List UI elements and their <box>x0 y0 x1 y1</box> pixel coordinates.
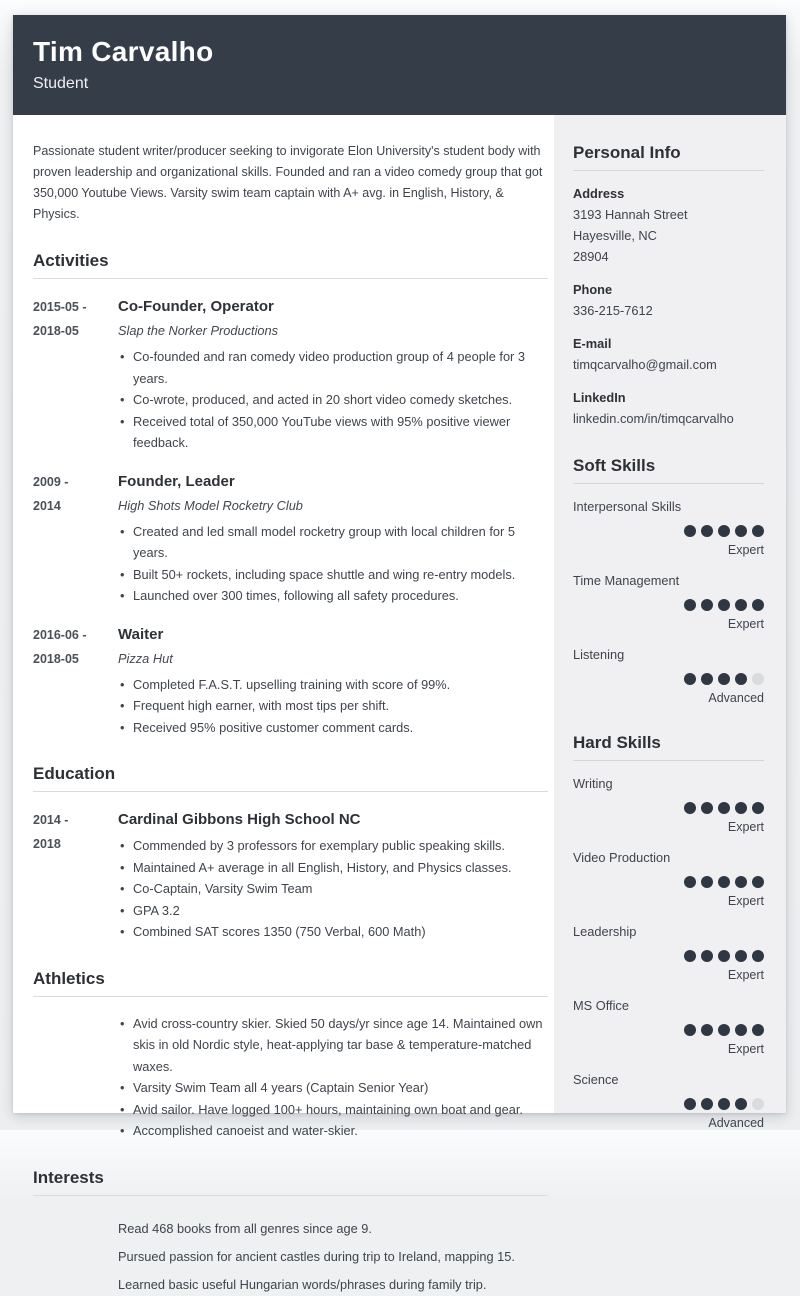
bullet-list <box>118 835 548 943</box>
entry-date-from: 2014 - <box>33 813 69 827</box>
skill-name: Listening <box>573 647 625 662</box>
bullet-item: • Co-Captain, Varsity Swim Team <box>118 878 548 900</box>
skill-dot-filled <box>735 1098 747 1110</box>
bullet-item: • Accomplished canoeist and water-skier. <box>118 1120 548 1142</box>
section-heading-hard-skills: Hard Skills <box>573 733 764 761</box>
skill-rating-dots <box>573 876 764 888</box>
skill-level-label: Expert <box>727 968 764 982</box>
skill-dot-filled <box>701 876 713 888</box>
entry-dates <box>33 295 118 454</box>
entry-content <box>118 1013 548 1142</box>
info-label: E-mail <box>573 336 612 351</box>
entry <box>33 808 548 943</box>
info-label: Address <box>573 186 625 201</box>
skill-dot-filled <box>718 673 730 685</box>
skill-dot-filled <box>701 1098 713 1110</box>
skill-level-label: Expert <box>727 894 764 908</box>
entry <box>33 1212 548 1296</box>
entry-dates <box>33 1212 118 1296</box>
bullet-item: • Created and led small model rocketry group with local children for 5 years. <box>118 521 548 564</box>
bullet-item: • GPA 3.2 <box>118 900 548 922</box>
skill-dot-filled <box>684 950 696 962</box>
skill-dot-filled <box>701 525 713 537</box>
section-heading-activities: Activities <box>33 251 548 279</box>
skill-name: Time Management <box>573 573 680 588</box>
skill-item <box>573 997 764 1057</box>
section-hard-skills <box>573 733 764 1131</box>
bullet-item: • Avid cross-country skier. Skied 50 days/yr since age 14. Maintained own skis in old Nordic style, heat-applying tar base & temperature-matched waxes. <box>118 1013 548 1078</box>
section-heading-personal-info: Personal Info <box>573 143 764 171</box>
entry-title: Founder, Leader <box>118 472 235 490</box>
bullet-list <box>118 521 548 607</box>
skill-dot-filled <box>684 1098 696 1110</box>
resume-header <box>13 15 786 115</box>
skill-item <box>573 849 764 909</box>
skill-dot-filled <box>701 950 713 962</box>
skill-dot-filled <box>701 802 713 814</box>
skill-dot-empty <box>752 1098 764 1110</box>
summary-text: Passionate student writer/producer seeking to invigorate Elon University's student body with proven leadership and organizational skills. Founded and ran a video comedy group that got 350,000 Youtube Views. Varsity swim team captain with A+ avg. in English, History, & Physics. <box>33 144 543 221</box>
skill-dot-filled <box>752 876 764 888</box>
skill-dot-filled <box>684 876 696 888</box>
bullet-list <box>118 1013 548 1142</box>
bullet-item: • Received 95% positive customer comment cards. <box>118 717 548 739</box>
entry-title: Waiter <box>118 625 164 643</box>
bullet-item: • Frequent high earner, with most tips per shift. <box>118 695 548 717</box>
main-column <box>13 115 554 1292</box>
section-heading-soft-skills: Soft Skills <box>573 456 764 484</box>
section-athletics <box>33 969 548 1142</box>
entry-content <box>118 470 548 607</box>
skill-item <box>573 646 764 706</box>
resume-page <box>13 15 786 1292</box>
info-group <box>573 387 764 429</box>
skill-rating-dots <box>573 950 764 962</box>
entry-content <box>118 808 548 943</box>
bullet-item: • Avid sailor. Have logged 100+ hours, maintaining own boat and gear. <box>118 1099 548 1121</box>
info-group <box>573 183 764 267</box>
bullet-item: • Combined SAT scores 1350 (750 Verbal, 600 Math) <box>118 921 548 943</box>
section-personal-info <box>573 143 764 429</box>
skill-rating-dots <box>573 599 764 611</box>
info-group <box>573 333 764 375</box>
bullet-list <box>118 674 548 739</box>
skill-level-label: Advanced <box>708 691 764 705</box>
skill-dot-filled <box>684 1024 696 1036</box>
interest-line: Learned basic useful Hungarian words/phrases during family trip. <box>118 1276 487 1292</box>
skill-dot-filled <box>752 1024 764 1036</box>
skill-item <box>573 498 764 558</box>
skill-dot-filled <box>735 673 747 685</box>
bullet-item: • Varsity Swim Team all 4 years (Captain Senior Year) <box>118 1077 548 1099</box>
section-activities <box>33 251 548 738</box>
skill-dot-filled <box>701 673 713 685</box>
skill-name: Video Production <box>573 850 671 865</box>
skill-rating-dots <box>573 1098 764 1110</box>
entry-content <box>118 1212 548 1296</box>
entry <box>33 623 548 739</box>
candidate-name: Tim Carvalho <box>33 36 214 67</box>
entry-dates <box>33 470 118 607</box>
skill-name: Science <box>573 1072 619 1087</box>
skill-dot-filled <box>718 1024 730 1036</box>
entry-title: Co-Founder, Operator <box>118 298 274 315</box>
interest-line: Read 468 books from all genres since age 9. <box>118 1220 372 1236</box>
skill-dot-empty <box>752 673 764 685</box>
sidebar <box>554 115 786 1130</box>
entry-subtitle: Slap the Norker Productions <box>118 323 279 338</box>
bullet-item: • Co-founded and ran comedy video production group of 4 people for 3 years. <box>118 346 548 389</box>
main-sections <box>33 251 548 1296</box>
skill-dot-filled <box>752 802 764 814</box>
bullet-item: • Launched over 300 times, following all safety procedures. <box>118 585 548 607</box>
entry-date-from: 2015-05 - <box>33 300 87 314</box>
skill-level-label: Expert <box>727 617 764 631</box>
skill-dot-filled <box>735 525 747 537</box>
skill-dot-filled <box>718 802 730 814</box>
skill-level-label: Expert <box>727 543 764 557</box>
bullet-item: • Received total of 350,000 YouTube views with 95% positive viewer feedback. <box>118 411 548 454</box>
skill-level-label: Advanced <box>708 1116 764 1130</box>
skill-dot-filled <box>718 599 730 611</box>
skill-dot-filled <box>735 802 747 814</box>
skill-dot-filled <box>701 1024 713 1036</box>
section-heading-education: Education <box>33 764 548 792</box>
entry-date-from: 2009 - <box>33 474 69 489</box>
skill-dot-filled <box>718 876 730 888</box>
info-value: 3193 Hannah Street <box>573 207 688 222</box>
skill-rating-dots <box>573 802 764 814</box>
skill-name: MS Office <box>573 998 629 1013</box>
bullet-item: • Completed F.A.S.T. upselling training with score of 99%. <box>118 674 548 696</box>
skill-level-label: Expert <box>727 1042 764 1056</box>
skill-dot-filled <box>684 673 696 685</box>
skill-dot-filled <box>684 525 696 537</box>
entry-date-to: 2018 <box>33 837 61 851</box>
info-value: 28904 <box>573 249 609 264</box>
entry-dates <box>33 623 118 739</box>
skill-dot-filled <box>752 599 764 611</box>
section-heading-athletics: Athletics <box>33 969 548 997</box>
bullet-item: • Built 50+ rockets, including space shuttle and wing re-entry models. <box>118 564 548 586</box>
skill-level-label: Expert <box>727 820 764 834</box>
skill-rating-dots <box>573 525 764 537</box>
entry-content <box>118 623 548 739</box>
entry-content <box>118 295 548 454</box>
section-education <box>33 764 548 943</box>
info-value: Hayesville, NC <box>573 228 657 243</box>
entry-subtitle: Pizza Hut <box>118 650 173 666</box>
candidate-job-title: Student <box>33 75 89 92</box>
info-value: 336-215-7612 <box>573 303 653 318</box>
bullet-item: • Co-wrote, produced, and acted in 20 short video comedy sketches. <box>118 389 548 411</box>
entry-date-to: 2018-05 <box>33 324 79 338</box>
entry <box>33 295 548 454</box>
skill-dot-filled <box>718 1098 730 1110</box>
skill-dot-filled <box>718 525 730 537</box>
skill-dot-filled <box>684 599 696 611</box>
skill-dot-filled <box>684 802 696 814</box>
entry-date-to: 2018-05 <box>33 651 79 666</box>
skill-dot-filled <box>735 950 747 962</box>
skill-name: Interpersonal Skills <box>573 499 682 514</box>
entry-dates <box>33 808 118 943</box>
skill-dot-filled <box>752 525 764 537</box>
interest-line: Pursued passion for ancient castles during trip to Ireland, mapping 15. <box>118 1248 515 1264</box>
section-soft-skills <box>573 456 764 706</box>
entry <box>33 470 548 607</box>
skill-rating-dots <box>573 1024 764 1036</box>
skill-item <box>573 572 764 632</box>
skill-item <box>573 775 764 835</box>
section-interests <box>33 1168 548 1296</box>
entry-date-to: 2014 <box>33 498 61 513</box>
info-value: timqcarvalho@gmail.com <box>573 357 717 372</box>
skill-dot-filled <box>735 599 747 611</box>
skill-dot-filled <box>735 1024 747 1036</box>
section-heading-interests: Interests <box>33 1168 548 1196</box>
skill-dot-filled <box>718 950 730 962</box>
info-value: linkedin.com/in/timqcarvalho <box>573 411 734 426</box>
entry <box>33 1013 548 1142</box>
info-label: LinkedIn <box>573 390 626 405</box>
skill-dot-filled <box>752 950 764 962</box>
bullet-item: • Maintained A+ average in all English, History, and Physics classes. <box>118 857 548 879</box>
info-group <box>573 279 764 321</box>
info-label: Phone <box>573 282 613 297</box>
skill-dot-filled <box>701 599 713 611</box>
bullet-item: • Commended by 3 professors for exemplary public speaking skills. <box>118 835 548 857</box>
skill-item <box>573 1071 764 1131</box>
entry-title: Cardinal Gibbons High School NC <box>118 811 361 828</box>
entry-dates <box>33 1013 118 1142</box>
skill-name: Leadership <box>573 924 637 939</box>
skill-item <box>573 923 764 983</box>
entry-subtitle: High Shots Model Rocketry Club <box>118 497 303 513</box>
skill-dot-filled <box>735 876 747 888</box>
sidebar-sections <box>573 143 764 1131</box>
skill-rating-dots <box>573 673 764 685</box>
resume-body <box>13 115 786 1292</box>
bullet-list <box>118 346 548 454</box>
skill-name: Writing <box>573 776 613 791</box>
entry-date-from: 2016-06 - <box>33 627 87 642</box>
